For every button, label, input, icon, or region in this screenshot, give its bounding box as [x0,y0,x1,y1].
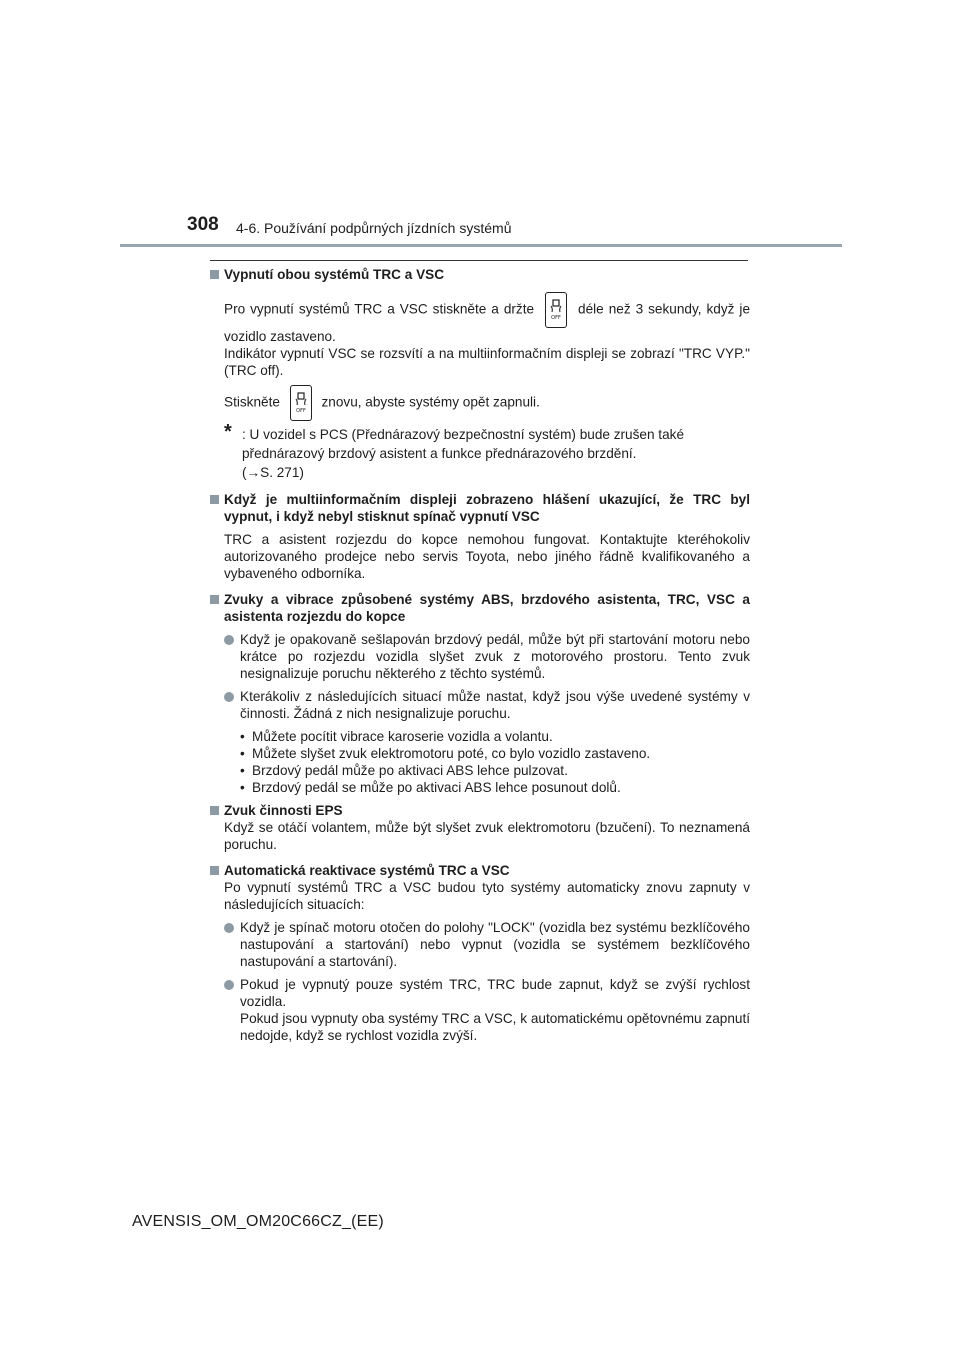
square-bullet-icon [210,806,219,815]
sub-list-item: • Můžete pocítit vibrace karoserie vozidla a volantu. [240,728,750,745]
section-title: 4-6. Používání podpůrných jízdních systémů [236,220,512,236]
section-heading: Zvuk činnosti EPS [210,802,750,819]
paragraph: Když se otáčí volantem, může být slyšet zvuk elektromotoru (bzučení). To neznamená poruchu. [224,820,750,852]
vsc-off-switch-icon [290,385,312,421]
round-bullet-icon [224,923,234,933]
paragraph: Indikátor vypnutí VSC se rozsvítí a na multiinformačním displeji se zobrazí "TRC VYP." (TRC off). [224,346,750,378]
list-item: Kterákoliv z následujících situací může nastat, když jsou výše uvedené systémy v činnosti. Žádná z nich nesignalizuje poruchu. [210,688,750,722]
section-heading: Automatická reaktivace systémů TRC a VSC [210,862,750,879]
footnote: * : U vozidel s PCS (Přednárazový bezpečnostní systém) bude zrušen také přednárazový brzdový asistent a funkce přednárazového brzdění. (→S. 271) [224,421,685,480]
paragraph: TRC a asistent rozjezdu do kopce nemohou fungovat. Kontaktujte kteréhokoliv autorizovaného prodejce nebo servis Toyota, nebo jiného řádně kvalifikovaného a vybaveného odborníka. [224,532,750,581]
square-bullet-icon [210,595,219,604]
sub-list-item: • Můžete slyšet zvuk elektromotoru poté, co bylo vozidlo zastaveno. [240,745,750,762]
header-rule [120,244,842,247]
paragraph: Stiskněte OFF znovu, abyste systémy opět zapnuli. [210,385,750,421]
list-item: Když je opakovaně sešlapován brzdový pedál, může být při startování motoru nebo krátce po rozjezdu vozidla slyšet zvuk z motorového prostoru. Tento zvuk nesignalizuje poruchu některého z těchto systémů. [210,631,750,682]
content-rule [210,260,748,261]
round-bullet-icon [224,692,234,702]
section-heading: Když je multiinformačním displeji zobrazeno hlášení ukazující, že TRC byl vypnut, i když nebyl stisknut spínač vypnutí VSC [210,491,750,525]
square-bullet-icon [210,866,219,875]
vsc-off-switch-icon [545,292,567,328]
square-bullet-icon [210,270,219,279]
paragraph: Pro vypnutí systémů TRC a VSC stiskněte a držte OFF déle než 3 sekundy, když je vozidlo zastaveno. [210,292,750,345]
square-bullet-icon [210,495,219,504]
page-number: 308 [187,214,219,235]
round-bullet-icon [224,635,234,645]
section-heading: Zvuky a vibrace způsobené systémy ABS, brzdového asistenta, TRC, VSC a asistenta rozjezdu do kopce [210,591,750,625]
document-id: AVENSIS_OM_OM20C66CZ_(EE) [132,1213,384,1230]
sub-list-item: • Brzdový pedál se může po aktivaci ABS lehce posunout dolů. [240,779,750,796]
svg-text:OFF: OFF [295,408,306,414]
sub-list [240,728,750,796]
section-heading: Vypnutí obou systémů TRC a VSC [210,266,750,283]
paragraph: Po vypnutí systémů TRC a VSC budou tyto systémy automaticky znovu zapnuty v následujících situacích: [224,880,750,912]
list-item: Když je spínač motoru otočen do polohy "LOCK" (vozidla bez systému bezklíčového nastupování a startování) nebo vypnut (vozidla se systémem bezklíčového nastupování a startování). [210,919,750,970]
page-content [210,266,750,1044]
round-bullet-icon [224,980,234,990]
list-item: Pokud je vypnutý pouze systém TRC, TRC bude zapnut, když se zvýší rychlost vozidla. Pokud jsou vypnuty oba systémy TRC a VSC, k automatickému opětovnému zapnutí nedojde, když se rychlost vozidla zvýší. [210,976,750,1044]
svg-text:OFF: OFF [551,315,561,321]
sub-list-item: • Brzdový pedál může po aktivaci ABS lehce pulzovat. [240,762,750,779]
